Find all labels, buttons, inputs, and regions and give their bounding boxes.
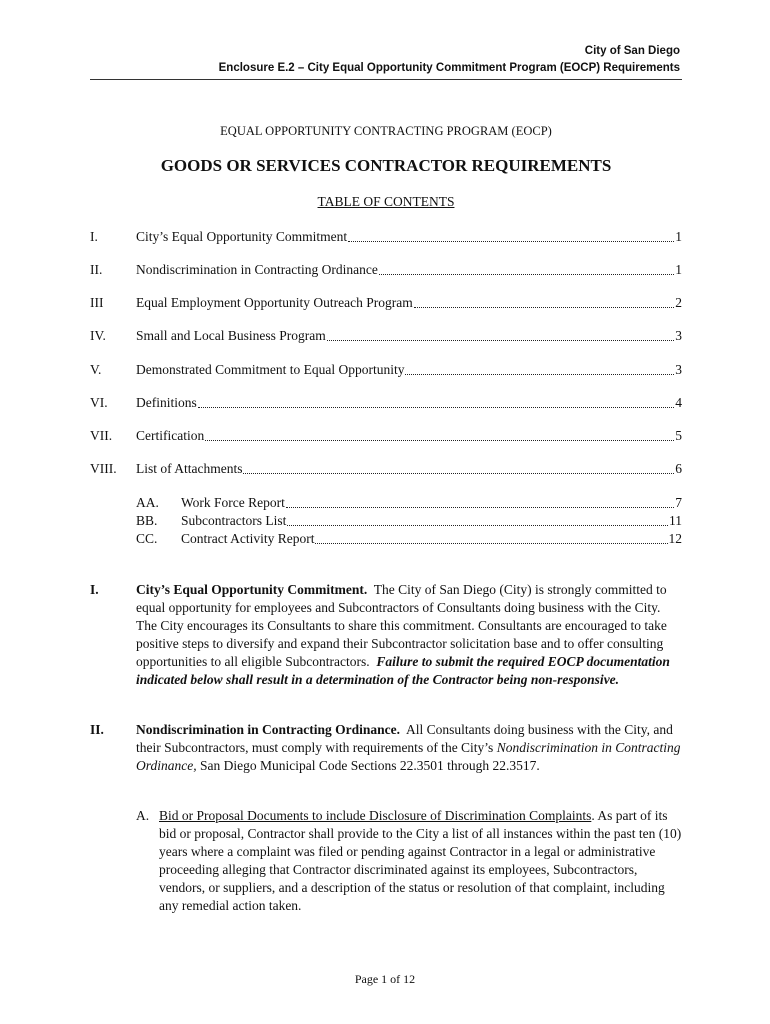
toc-entry-title: Demonstrated Commitment to Equal Opportunity <box>136 362 405 377</box>
section-number: II. <box>90 722 104 737</box>
toc-entry[interactable] <box>90 460 682 478</box>
header-enclosure: Enclosure E.2 – City Equal Opportunity Commitment Program (EOCP) Requirements <box>218 62 680 74</box>
section-body <box>136 581 682 690</box>
toc-entry-page: 7 <box>675 495 682 510</box>
toc-entry-title: Certification <box>136 428 205 443</box>
toc-entry-number: AA. <box>136 495 159 510</box>
header-city: City of San Diego <box>584 45 680 57</box>
toc-attachment-entry[interactable] <box>90 530 682 548</box>
toc-entry-page: 1 <box>675 262 682 277</box>
toc-leader-dots <box>348 241 674 242</box>
toc-leader-dots <box>205 440 674 441</box>
section-emphasis: Failure to submit the required EOCP documentation indicated below shall result in a determination of the Contractor being non-responsive. <box>136 654 670 688</box>
section-nondiscrimination <box>90 721 682 775</box>
toc-entry-number: VIII. <box>90 461 117 476</box>
toc-entry[interactable] <box>90 294 682 312</box>
toc-leader-dots <box>414 307 675 308</box>
toc-entry-title: List of Attachments <box>136 461 243 476</box>
toc-entry-page: 2 <box>675 295 682 310</box>
toc-entry-number: IV. <box>90 328 106 343</box>
toc-entry-title: Subcontractors List <box>181 513 287 528</box>
page-footer: Page 1 of 12 <box>354 972 416 986</box>
toc-entry-number: CC. <box>136 531 158 546</box>
toc-entry-number: VII. <box>90 428 113 443</box>
toc-leader-dots <box>315 543 667 544</box>
toc-entry[interactable] <box>90 394 682 412</box>
toc-entry-title: Contract Activity Report <box>181 531 315 546</box>
toc-leader-dots <box>287 525 668 526</box>
toc-entry-page: 1 <box>675 229 682 244</box>
toc-entry-number: BB. <box>136 513 158 528</box>
toc-attachment-entry[interactable] <box>90 512 682 530</box>
section-heading: Nondiscrimination in Contracting Ordinance. <box>136 722 401 737</box>
toc-attachment-entry[interactable] <box>90 494 682 512</box>
toc-entry-page: 6 <box>675 461 682 476</box>
document-title: GOODS OR SERVICES CONTRACTOR REQUIREMENTS <box>160 156 612 175</box>
toc-leader-dots <box>286 507 674 508</box>
toc-entry[interactable] <box>90 327 682 345</box>
toc-entry[interactable] <box>90 361 682 379</box>
toc-entry-page: 3 <box>675 362 682 377</box>
section-equal-opportunity-commitment <box>90 581 682 690</box>
toc-leader-dots <box>243 473 674 474</box>
toc-entry-title: Nondiscrimination in Contracting Ordinance <box>136 262 378 277</box>
toc-entry-title: City’s Equal Opportunity Commitment <box>136 229 348 244</box>
ordinance-name: Nondiscrimination in Contracting Ordinance, <box>136 740 681 774</box>
toc-entry-page: 11 <box>669 513 682 528</box>
toc-entry-title: Work Force Report <box>181 495 285 510</box>
toc-entry-number: II. <box>90 262 103 277</box>
toc-entry[interactable] <box>90 427 682 445</box>
section-text: San Diego Municipal Code Sections 22.3501 through 22.3517. <box>200 758 540 774</box>
section-body <box>136 721 682 775</box>
toc-entry[interactable] <box>90 261 682 279</box>
toc-entry-page: 5 <box>675 428 682 443</box>
header-rule <box>90 79 682 80</box>
toc-leader-dots <box>327 340 675 341</box>
toc-leader-dots <box>405 374 674 375</box>
toc-entry-number: I. <box>90 229 98 244</box>
subsection-text: . As part of its bid or proposal, Contractor shall provide to the City a list of all instances within the past ten (10) years where a complaint was filed or pending against Contractor in a legal or administrative proceeding alleging that Contractor discriminated against its employees, Subcontractors, vendors, or suppliers, and a description of the status or resolution of that complaint, including any remedial action taken. <box>159 808 682 914</box>
toc-entry-number: VI. <box>90 395 108 410</box>
toc-entry-page: 3 <box>675 328 682 343</box>
section-heading: City’s Equal Opportunity Commitment. <box>136 582 368 597</box>
toc-leader-dots <box>198 407 675 408</box>
toc-entry-title: Equal Employment Opportunity Outreach Program <box>136 295 413 310</box>
subsection-letter: A. <box>136 808 150 823</box>
subsection-disclosure <box>136 807 682 916</box>
section-text: The City of San Diego (City) is strongly committed to equal opportunity for employees and Subcontractors of Consultants doing business with the City. The City encourages its Consultants to share this commitment. Consultants are encouraged to take positive steps to diversify and expand their Subcontractor solicitation base and to offer consulting opportunities to all eligible Subcontractors. <box>136 582 667 670</box>
toc-entry-page: 12 <box>668 531 682 546</box>
toc-leader-dots <box>379 274 674 275</box>
program-title: EQUAL OPPORTUNITY CONTRACTING PROGRAM (EOCP) <box>220 124 552 138</box>
toc-entry-page: 4 <box>675 395 682 410</box>
section-number: I. <box>90 582 99 597</box>
toc-entry-number: V. <box>90 362 102 377</box>
toc-heading: TABLE OF CONTENTS <box>317 194 455 209</box>
toc-entry-title: Small and Local Business Program <box>136 328 326 343</box>
toc-entry-number: III <box>90 295 104 310</box>
toc-entry-title: Definitions <box>136 395 197 410</box>
toc-entry[interactable] <box>90 228 682 246</box>
subsection-body <box>159 807 682 916</box>
section-text: All Consultants doing business with the City, and their Subcontractors, must comply with requirements of the City’s <box>136 722 673 756</box>
subsection-heading: Bid or Proposal Documents to include Disclosure of Discrimination Complaints <box>159 808 592 823</box>
